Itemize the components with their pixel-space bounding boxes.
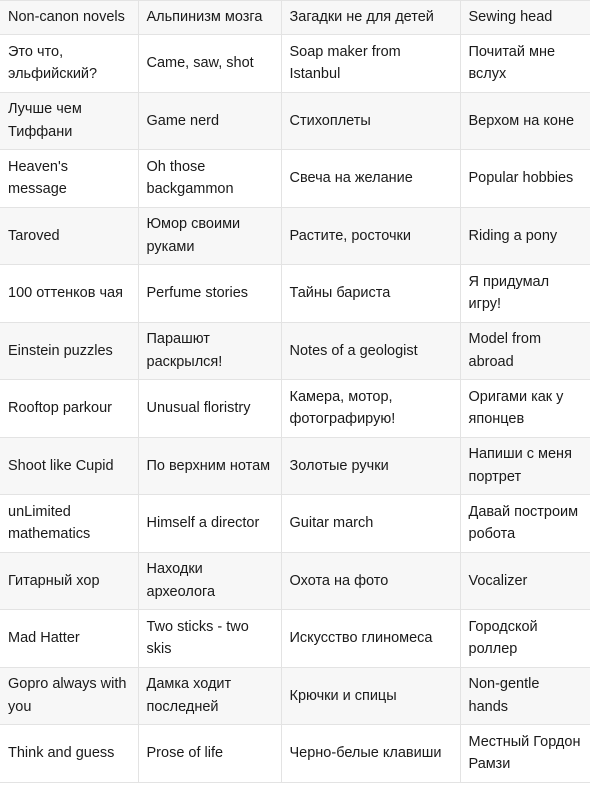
table-cell: Popular hobbies <box>460 150 590 208</box>
table-cell: Gopro always with you <box>0 667 138 725</box>
table-cell: Soap maker from Istanbul <box>281 35 460 93</box>
table-cell: Non-gentle hands <box>460 667 590 725</box>
table-cell: Think and guess <box>0 725 138 783</box>
table-cell: Лучше чем Тиффани <box>0 92 138 150</box>
table-cell: 100 оттенков чая <box>0 265 138 323</box>
table-cell: Mad Hatter <box>0 610 138 668</box>
table-cell: Камера, мотор, фотографирую! <box>281 380 460 438</box>
table-cell: Юмор своими руками <box>138 207 281 265</box>
table-cell: Парашют раскрылся! <box>138 322 281 380</box>
table-row <box>0 207 590 265</box>
table-row <box>0 1 590 35</box>
table-cell: Rooftop parkour <box>0 380 138 438</box>
table-cell: Дамка ходит последней <box>138 667 281 725</box>
table-cell: Einstein puzzles <box>0 322 138 380</box>
table-cell: Свеча на желание <box>281 150 460 208</box>
table-cell: Тайны бариста <box>281 265 460 323</box>
table-cell: Городской роллер <box>460 610 590 668</box>
table-cell: Альпинизм мозга <box>138 1 281 35</box>
table-row <box>0 92 590 150</box>
table-row <box>0 437 590 495</box>
table-cell: Золотые ручки <box>281 437 460 495</box>
table-row <box>0 725 590 783</box>
table-cell: По верхним нотам <box>138 437 281 495</box>
table-cell: Himself a director <box>138 495 281 553</box>
table-cell: Riding a pony <box>460 207 590 265</box>
table-row <box>0 150 590 208</box>
table-cell: Почитай мне вслух <box>460 35 590 93</box>
table-cell: Shoot like Cupid <box>0 437 138 495</box>
table-cell: Это что, эльфийский? <box>0 35 138 93</box>
table-cell: Крючки и спицы <box>281 667 460 725</box>
table-cell: Notes of a geologist <box>281 322 460 380</box>
table-row <box>0 667 590 725</box>
table-cell: Находки археолога <box>138 552 281 610</box>
table-cell: Sewing head <box>460 1 590 35</box>
table-cell: Prose of life <box>138 725 281 783</box>
table-cell: Game nerd <box>138 92 281 150</box>
table-cell: Perfume stories <box>138 265 281 323</box>
table-cell: Оригами как у японцев <box>460 380 590 438</box>
table-row <box>0 322 590 380</box>
table-cell: Came, saw, shot <box>138 35 281 93</box>
table-cell: Unusual floristry <box>138 380 281 438</box>
table-cell: Стихоплеты <box>281 92 460 150</box>
table-cell: Давай построим робота <box>460 495 590 553</box>
table-cell: Гитарный хор <box>0 552 138 610</box>
table-cell: Напиши с меня портрет <box>460 437 590 495</box>
table-cell: Искусство глиномеса <box>281 610 460 668</box>
table-row <box>0 610 590 668</box>
table-cell: Охота на фото <box>281 552 460 610</box>
table-cell: Черно-белые клавиши <box>281 725 460 783</box>
table-row <box>0 552 590 610</box>
table-cell: Верхом на коне <box>460 92 590 150</box>
table-row <box>0 35 590 93</box>
table-cell: Guitar march <box>281 495 460 553</box>
table-cell: Растите, росточки <box>281 207 460 265</box>
table-row <box>0 495 590 553</box>
table-cell: Taroved <box>0 207 138 265</box>
table-cell: Two sticks - two skis <box>138 610 281 668</box>
table-cell: Местный Гордон Рамзи <box>460 725 590 783</box>
table-cell: Model from abroad <box>460 322 590 380</box>
topics-table-body <box>0 1 590 783</box>
table-cell: Я придумал игру! <box>460 265 590 323</box>
table-cell: Vocalizer <box>460 552 590 610</box>
table-row <box>0 265 590 323</box>
table-cell: Non-canon novels <box>0 1 138 35</box>
table-row <box>0 380 590 438</box>
table-cell: Загадки не для детей <box>281 1 460 35</box>
table-cell: Oh those backgammon <box>138 150 281 208</box>
table-cell: unLimited mathematics <box>0 495 138 553</box>
table-cell: Heaven's message <box>0 150 138 208</box>
